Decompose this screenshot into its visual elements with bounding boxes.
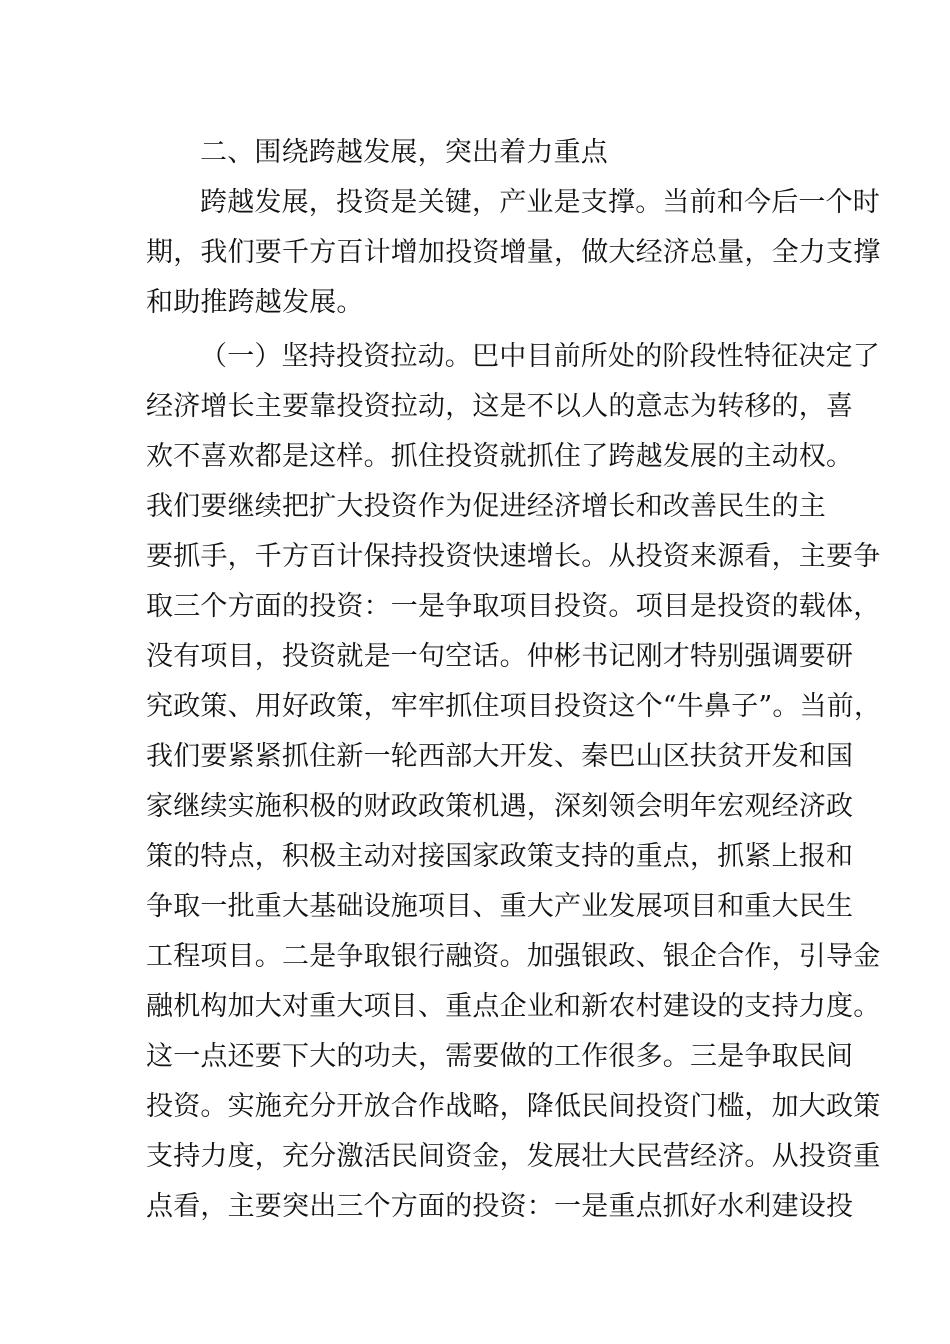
paragraph-line: 欢不喜欢都是这样。抓住投资就抓住了跨越发展的主动权。 (146, 441, 854, 472)
paragraph-line: 策的特点，积极主动对接国家政策支持的重点，抓紧上报和 (146, 841, 854, 872)
paragraph-line: 和助推跨越发展。 (146, 287, 364, 318)
paragraph-line: 家继续实施积极的财政政策机遇，深刻领会明年宏观经济政 (146, 791, 854, 822)
paragraph-1 (146, 178, 881, 328)
paragraph-line: 究政策、用好政策，牢牢抓住项目投资这个“牛鼻子”。当前， (146, 691, 882, 722)
paragraph-line: 我们要继续把扩大投资作为促进经济增长和改善民生的主 (146, 491, 826, 522)
paragraph-line: 期，我们要千方百计增加投资增量，做大经济总量，全力支撑 (146, 237, 881, 268)
section-heading: 二、围绕跨越发展，突出着力重点 (200, 137, 608, 168)
paragraph-line: （一）坚持投资拉动。巴中目前所处的阶段性特征决定了 (200, 341, 880, 372)
paragraph-line: 取三个方面的投资：一是争取项目投资。项目是投资的载体， (146, 591, 881, 622)
paragraph-line: 工程项目。二是争取银行融资。加强银政、银企合作，引导金 (146, 941, 881, 972)
paragraph-line: 经济增长主要靠投资拉动，这是不以人的意志为转移的，喜 (146, 391, 854, 422)
paragraph-2 (146, 332, 882, 1232)
document-body (146, 128, 882, 1232)
paragraph-line: 争取一批重大基础设施项目、重大产业发展项目和重大民生 (146, 891, 854, 922)
paragraph-line: 没有项目，投资就是一句空话。仲彬书记刚才特别强调要研 (146, 641, 854, 672)
paragraph-line: 点看，主要突出三个方面的投资：一是重点抓好水利建设投 (146, 1191, 854, 1222)
paragraph-line: 投资。实施充分开放合作战略，降低民间投资门槛，加大政策 (146, 1091, 881, 1122)
paragraph-line: 我们要紧紧抓住新一轮西部大开发、秦巴山区扶贫开发和国 (146, 741, 854, 772)
paragraph-line: 支持力度，充分激活民间资金，发展壮大民营经济。从投资重 (146, 1141, 881, 1172)
paragraph-line: 融机构加大对重大项目、重点企业和新农村建设的支持力度。 (146, 991, 881, 1022)
paragraph-line: 这一点还要下大的功夫，需要做的工作很多。三是争取民间 (146, 1041, 854, 1072)
paragraph-line: 跨越发展，投资是关键，产业是支撑。当前和今后一个时 (200, 187, 880, 218)
paragraph-line: 要抓手，千方百计保持投资快速增长。从投资来源看，主要争 (146, 541, 881, 572)
